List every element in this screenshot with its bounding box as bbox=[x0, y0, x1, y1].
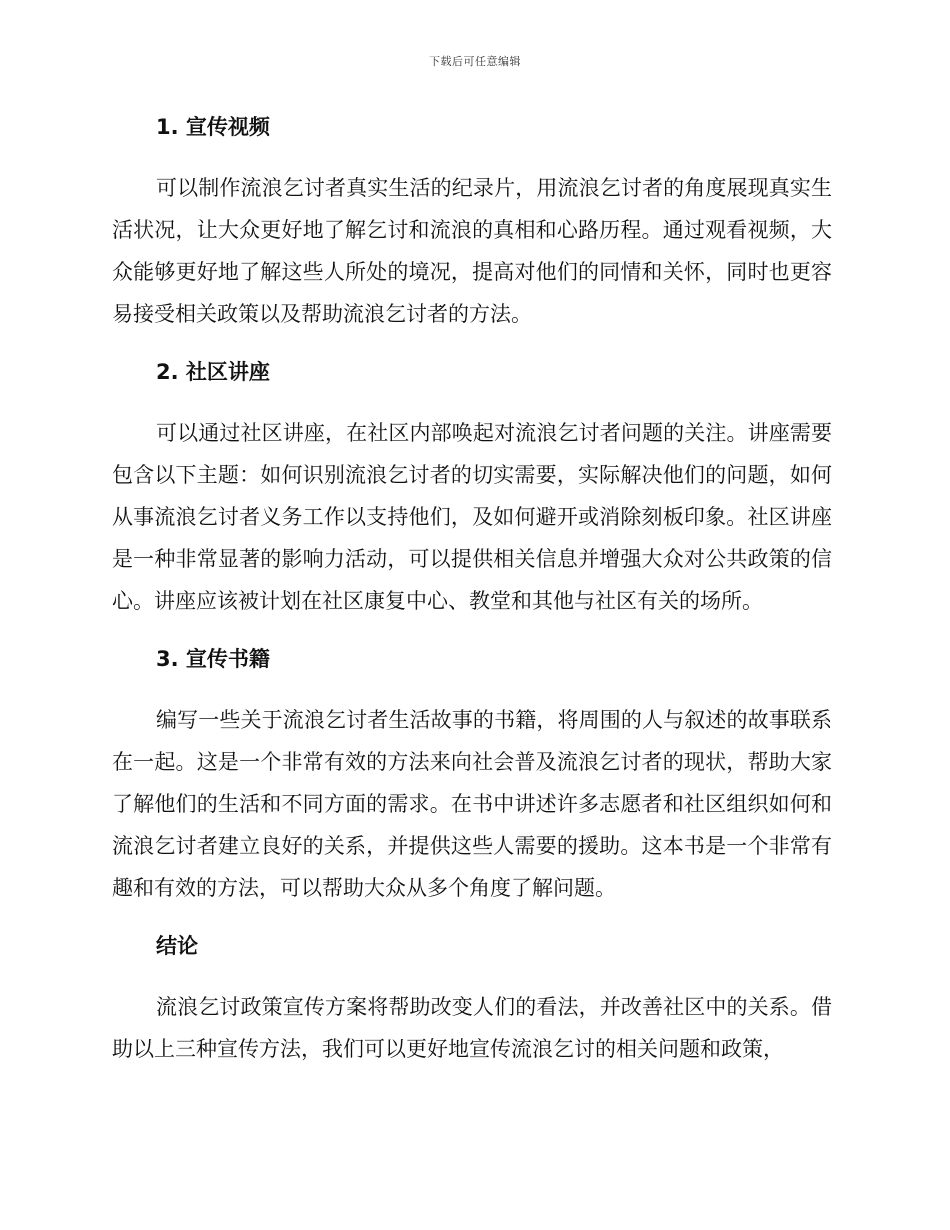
section-paragraph: 编写一些关于流浪乞讨者生活故事的书籍，将周围的人与叙述的故事联系在一起。这是一个非常有效的方法来向社会普及流浪乞讨者的现状，帮助大家了解他们的生活和不同方面的需求。在书中讲述许多志愿者和社区组织如何和流浪乞讨者建立良好的关系，并提供这些人需要的援助。这本书是一个非常有趣和有效的方法，可以帮助大众从多个角度了解问题。 bbox=[112, 708, 832, 900]
section-promo-video bbox=[112, 108, 832, 335]
section-community-lecture bbox=[112, 353, 832, 622]
section-heading: 1. 宣传视频 bbox=[156, 115, 270, 139]
section-heading: 3. 宣传书籍 bbox=[156, 647, 270, 671]
section-paragraph: 流浪乞讨政策宣传方案将帮助改变人们的看法，并改善社区中的关系。借助以上三种宣传方法，我们可以更好地宣传流浪乞讨的相关问题和政策， bbox=[112, 995, 832, 1061]
page-header: 下载后可任意编辑 bbox=[429, 55, 521, 68]
section-paragraph: 可以制作流浪乞讨者真实生活的纪录片，用流浪乞讨者的角度展现真实生活状况，让大众更好地了解乞讨和流浪的真相和心路历程。通过观看视频，大众能够更好地了解这些人所处的境况，提高对他们的同情和关怀，同时也更容易接受相关政策以及帮助流浪乞讨者的方法。 bbox=[112, 176, 832, 326]
section-paragraph: 可以通过社区讲座，在社区内部唤起对流浪乞讨者问题的关注。讲座需要包含以下主题：如何识别流浪乞讨者的切实需要，实际解决他们的问题，如何从事流浪乞讨者义务工作以支持他们，及如何避开或消除刻板印象。社区讲座是一种非常显著的影响力活动，可以提供相关信息并增强大众对公共政策的信心。讲座应该被计划在社区康复中心、教堂和其他与社区有关的场所。 bbox=[112, 421, 832, 613]
section-heading: 结论 bbox=[156, 934, 198, 958]
section-conclusion bbox=[112, 927, 832, 1070]
section-heading: 2. 社区讲座 bbox=[156, 360, 270, 384]
section-promo-books bbox=[112, 640, 832, 909]
document-body bbox=[112, 108, 832, 1088]
